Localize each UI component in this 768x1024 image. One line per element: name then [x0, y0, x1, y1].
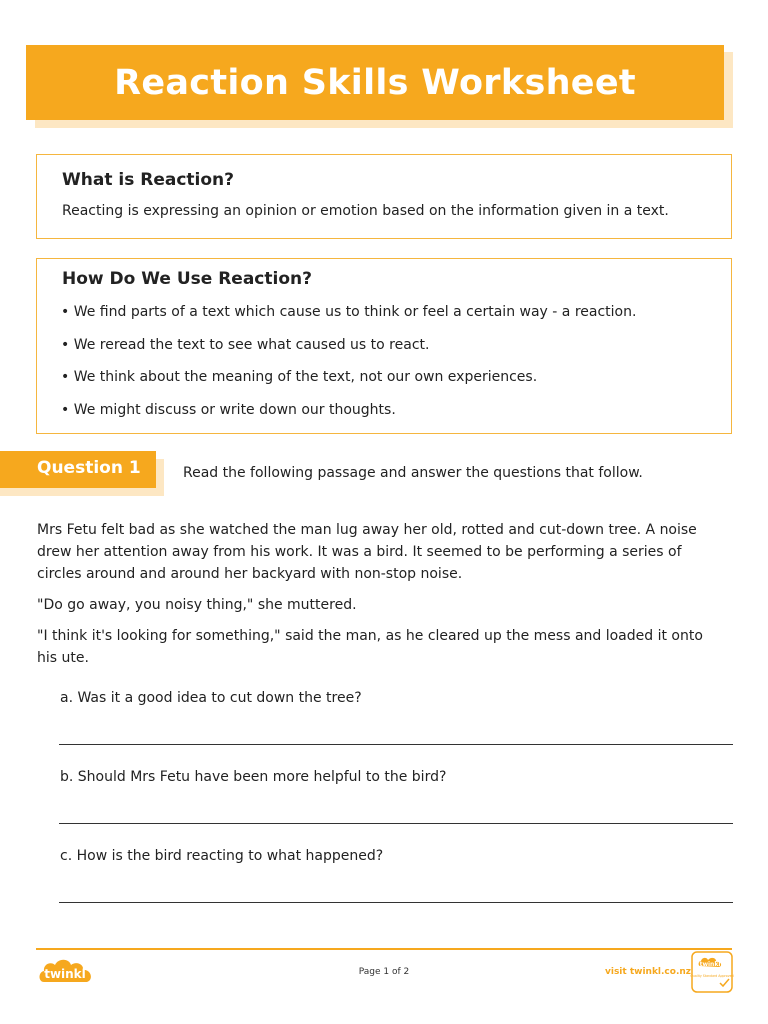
definition-text: Reacting is expressing an opinion or emotion based on the information given in a text.: [62, 203, 669, 219]
question-c: c. How is the bird reacting to what happened?: [60, 848, 384, 864]
usage-heading: How Do We Use Reaction?: [62, 269, 312, 289]
reading-passage: [37, 519, 727, 678]
usage-box: [36, 258, 732, 434]
quality-badge-icon: [690, 950, 734, 994]
answer-line-c[interactable]: [59, 902, 733, 903]
answer-line-a[interactable]: [59, 744, 733, 745]
list-item: • We reread the text to see what caused us to react.: [61, 336, 430, 353]
definition-heading: What is Reaction?: [62, 170, 235, 190]
question-a: a. Was it a good idea to cut down the tree?: [60, 690, 362, 706]
list-item: • We find parts of a text which cause us to think or feel a certain way - a reaction.: [61, 304, 637, 320]
footer-divider: [36, 948, 732, 950]
definition-box: [36, 154, 732, 239]
page-number: Page 1 of 2: [358, 967, 410, 977]
website-link[interactable]: visit twinkl.co.nz: [605, 967, 692, 977]
list-item: • We think about the meaning of the text, not our own experiences.: [61, 369, 538, 385]
answer-line-b[interactable]: [59, 823, 733, 824]
passage-paragraph: "I think it's looking for something," said the man, as he cleared up the mess and loaded it onto his ute.: [37, 628, 703, 666]
svg-text:twinkl: twinkl: [699, 961, 721, 968]
list-item: • We might discuss or write down our thoughts.: [61, 401, 396, 418]
page-title: Reaction Skills Worksheet: [114, 62, 636, 103]
passage-paragraph: Mrs Fetu felt bad as she watched the man lug away her old, rotted and cut-down tree. A noise drew her attention away from his work. It was a bird. It seemed to be performing a series of circles around and around her backyard with non-stop noise.: [37, 522, 697, 582]
question-label: Question 1: [37, 458, 141, 478]
question-instruction: Read the following passage and answer the questions that follow.: [183, 465, 643, 481]
passage-paragraph: "Do go away, you noisy thing," she muttered.: [37, 597, 357, 613]
svg-text:twinkl: twinkl: [44, 967, 86, 981]
usage-list: [61, 304, 636, 434]
title-banner: [26, 45, 724, 120]
question-b: b. Should Mrs Fetu have been more helpful to the bird?: [60, 769, 447, 785]
svg-text:Quality Standard Approved: Quality Standard Approved: [690, 974, 734, 978]
